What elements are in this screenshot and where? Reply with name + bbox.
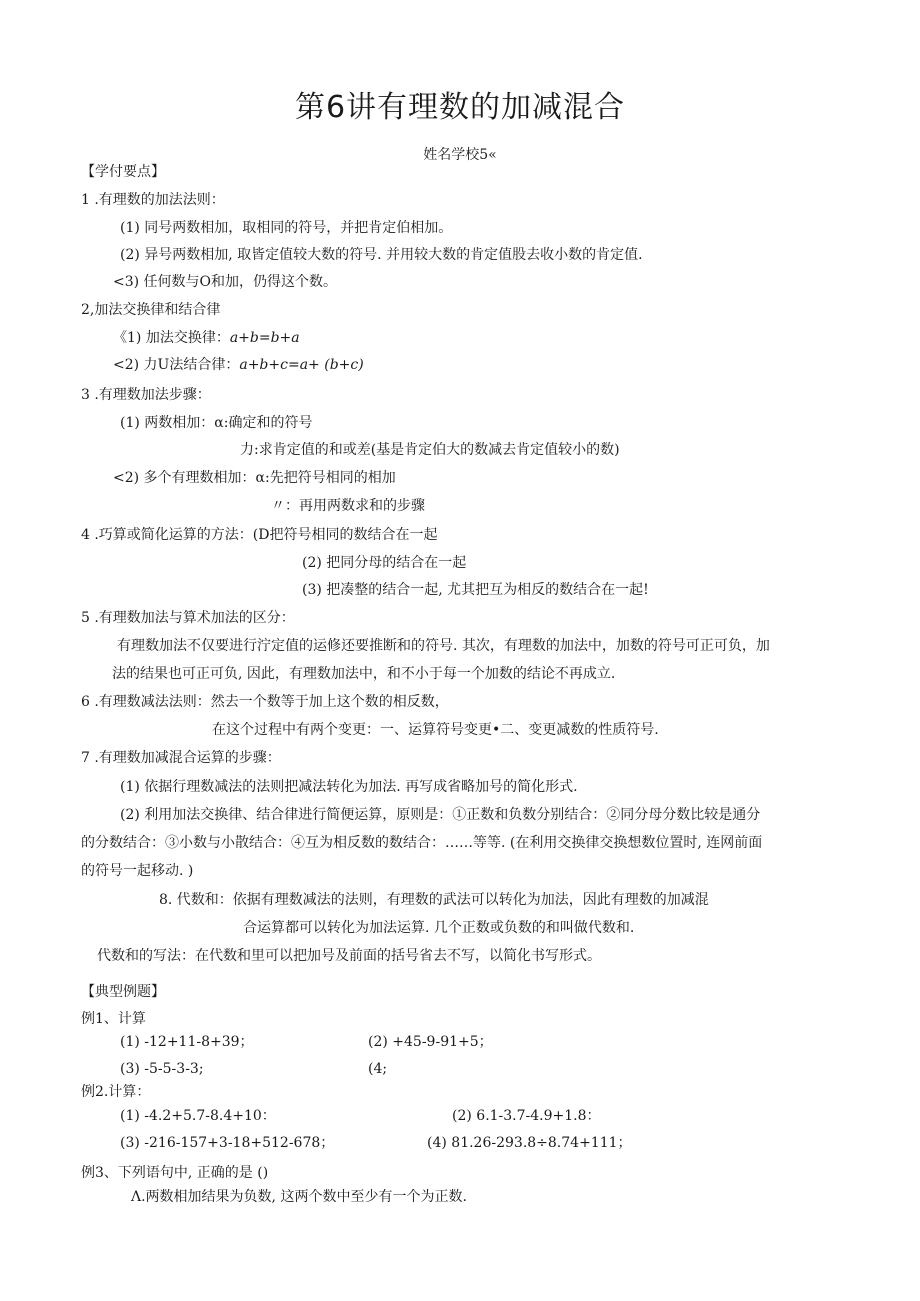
- page-title: 第6讲有理数的加减混合: [294, 90, 626, 125]
- point-5-line-1: 有理数加法不仅要进行泞定值的运修还要推断和的符号. 其次，有理数的加法中，加数的符号可正可负，加: [117, 638, 770, 654]
- point-5-line-2: 法的结果也可正可负, 因此，有理数加法中，和不小于每一个加数的结论不再成立.: [112, 666, 616, 682]
- subtitle: 姓名学校5«: [423, 147, 497, 163]
- point-2-heading: 2,加法交换律和结合律: [81, 302, 221, 318]
- example-2-heading: 例2.计算：: [81, 1084, 151, 1100]
- section-examples-heading: 【典型例题】: [81, 984, 165, 1000]
- commutative-formula: a+b=b+a: [229, 330, 300, 346]
- example-1-heading: 例1、计算: [81, 1011, 146, 1027]
- point-4-item-3: (3) 把凑整的结合一起, 尤其把互为相反的数结合在一起!: [302, 582, 649, 598]
- point-1-item-2: (2) 异号两数相加, 取皆定值较大数的符号. 并用较大数的肯定值股去收小数的肯定值.: [120, 247, 643, 263]
- point-7-item-2-line-3: 的符号一起移动. ): [81, 863, 194, 879]
- point-4-heading: 4 .巧算或简化运算的方法：(D把符号相同的数结合在一起: [81, 527, 438, 543]
- point-2-item-1: [113, 328, 300, 348]
- point-7-heading: 7 .有理数加减混合运算的步骤：: [81, 750, 281, 766]
- point-6-line-2: 在这个过程中有两个变更：一、运算符号变更•二、变更减数的性质符号.: [212, 722, 659, 738]
- example-1-problem-1: (1) -12+11-8+39；: [120, 1034, 254, 1050]
- point-1-item-1: (1) 同号两数相加，取相同的符号，并把肯定伯相加。: [120, 220, 453, 236]
- point-4-item-2: (2) 把同分母的结合在一起: [302, 555, 467, 571]
- point-1-heading: 1 .有理数的加法法则：: [81, 192, 225, 208]
- point-2-item-2-label: <2) 力U法结合律：: [113, 357, 240, 373]
- example-2-problem-2: (2) 6.1-3.7-4.9+1.8：: [452, 1108, 601, 1124]
- example-1-problem-2: (2) +45-9-91+5；: [368, 1034, 493, 1050]
- point-8-line-1: 8. 代数和：依据有理数减法的法则，有理数的武法可以转化为加法，因此有理数的加减混: [159, 892, 709, 908]
- point-2-item-1-label: 《1) 加法交换律：: [113, 330, 230, 346]
- point-7-item-2-line-2: 的分数结合：③小数与小散结合：④互为相反数的数结合：……等等. (在利用交换律交换想数位置时, 连网前面: [81, 835, 763, 851]
- example-2-problem-1: (1) -4.2+5.7-8.4+10：: [120, 1108, 276, 1124]
- point-2-item-2: [113, 355, 364, 375]
- point-6-heading: 6 .有理数减法法则：然去一个数等于加上这个数的相反数，: [81, 694, 449, 710]
- example-2-problem-4: (4) 81.26-293.8÷8.74+111；: [427, 1135, 632, 1151]
- point-8-line-3: 代数和的写法：在代数和里可以把加号及前面的括号省去不写，以简化书写形式。: [97, 948, 601, 964]
- example-2-problem-3: (3) -216-157+3-18+512-678；: [120, 1135, 335, 1151]
- point-3-item-1-b: 力:求肯定值的和或差(基是肯定伯大的数减去肯定值较小的数): [240, 442, 620, 458]
- example-3-heading: 例3、下列语句中, 正确的是 (): [81, 1165, 269, 1181]
- point-3-heading: 3 .有理数加法步骤：: [81, 387, 211, 403]
- point-7-item-2-line-1: (2) 利用加法交换律、结合律进行简便运算，原则是：①正数和负数分别结合：②同分母分数比较是通分: [120, 807, 761, 823]
- associative-formula: a+b+c=a+ (b+c): [239, 357, 364, 373]
- point-3-item-1: (1) 两数相加：α:确定和的符号: [120, 415, 313, 431]
- example-1-problem-3: (3) -5-5-3-3;: [120, 1061, 204, 1077]
- example-3-option-a: Λ.两数相加结果为负数, 这两个数中至少有一个为正数.: [131, 1189, 467, 1205]
- point-3-item-2: <2) 多个有理数相加：α:先把符号相同的相加: [113, 470, 396, 486]
- example-1-problem-4: (4;: [368, 1061, 388, 1077]
- point-1-item-3: <3) 任何数与O和加，仍得这个数。: [113, 274, 338, 290]
- point-5-heading: 5 .有理数加法与算术加法的区分：: [81, 610, 295, 626]
- point-3-item-2-b: 〃：再用两数求和的步骤: [271, 498, 425, 514]
- section-key-points-heading: 【学付要点】: [81, 164, 165, 180]
- point-7-item-1: (1) 依据行理数减法的法则把减法转化为加法. 再写成省略加号的简化形式.: [120, 779, 578, 795]
- point-8-line-2: 合运算都可以转化为加法运算. 几个正数或负数的和叫做代数和.: [243, 920, 635, 936]
